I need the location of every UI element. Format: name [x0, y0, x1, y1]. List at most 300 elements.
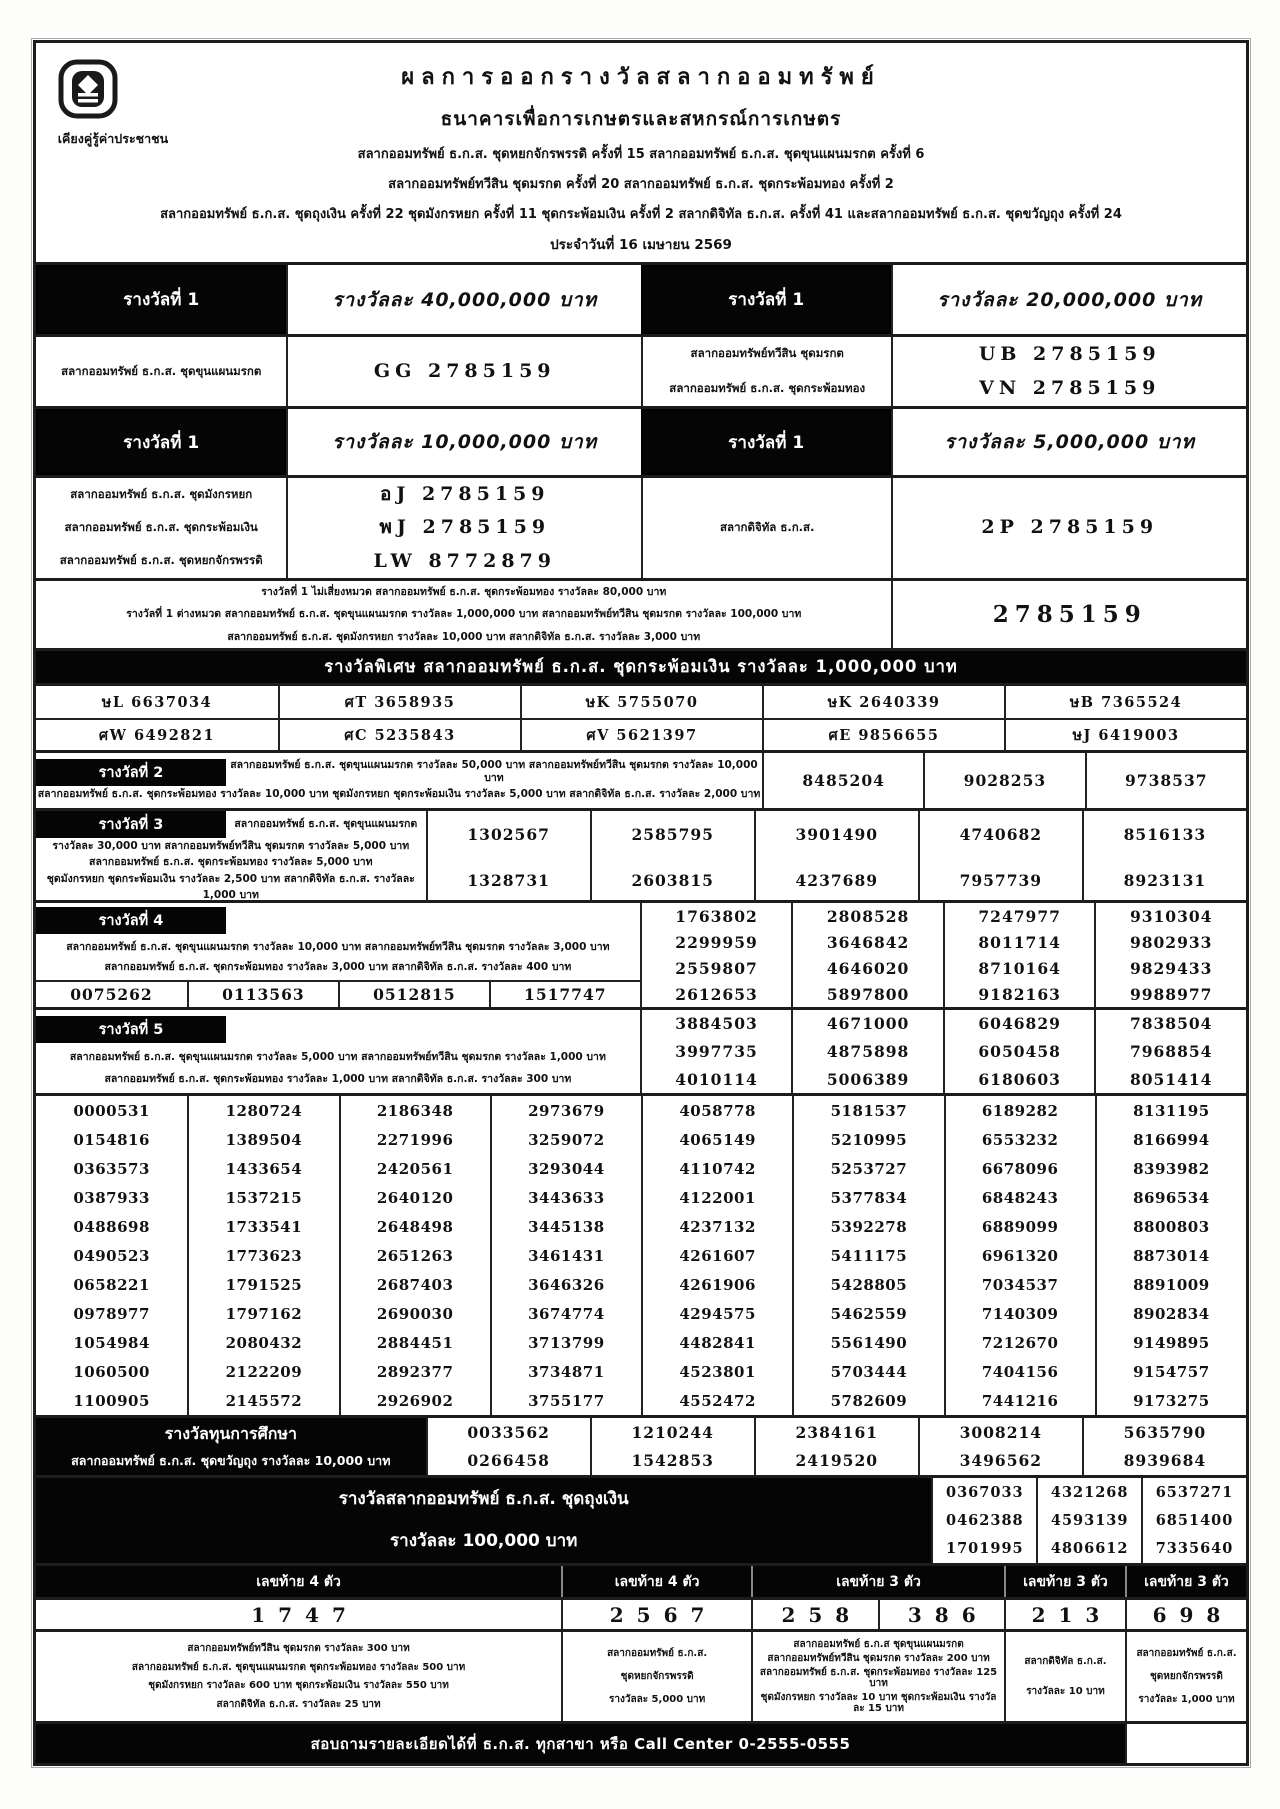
winning-number: 5462559	[792, 1299, 943, 1328]
winning-number: 2884451	[339, 1328, 490, 1357]
moneybag-number-col	[1141, 1478, 1246, 1563]
prize1-values-row-a	[36, 334, 1246, 406]
contact-info: สอบถามรายละเอียดได้ที่ ธ.ก.ส. ทุกสาขา หรือ Call Center 0-2555-0555	[36, 1724, 1125, 1763]
winning-number: 9173275	[1095, 1386, 1246, 1415]
prize1-notes	[36, 581, 891, 648]
winning-numbers	[286, 478, 641, 578]
prize1-product: สลากออมทรัพย์ ธ.ก.ส. ชุดขุนแผนมรกต	[61, 363, 262, 378]
desc-line: รางวัลละ 1,000 บาท	[1138, 1694, 1235, 1705]
prize1-product: สลากออมทรัพย์ ธ.ก.ส. ชุดกระพ้อมทอง	[669, 380, 866, 395]
winning-number: 8131195	[1095, 1096, 1246, 1125]
tuition-number-col	[918, 1418, 1082, 1475]
winning-number: 2808528	[826, 906, 910, 926]
tuition-number-col	[1082, 1418, 1246, 1475]
winning-number: 2892377	[339, 1357, 490, 1386]
winning-number: 0658221	[73, 1275, 150, 1294]
prize3-label: รางวัลที่ 3	[36, 811, 226, 838]
winning-number: 8710164	[978, 958, 1061, 978]
tail-number: 386	[878, 1600, 1004, 1629]
winning-number: 5782609	[792, 1386, 943, 1415]
winning-number: 2651263	[339, 1241, 490, 1270]
winning-number: 4321268	[1050, 1483, 1129, 1501]
draw-date: ประจำวันที่ 16 เมษายน 2569	[550, 237, 732, 253]
prize3-number-col	[1082, 811, 1246, 903]
tuition-number-col	[590, 1418, 754, 1475]
winning-number: 4058778	[641, 1096, 792, 1125]
prize2-label: รางวัลที่ 2	[36, 759, 226, 786]
winning-number: อJ 2785159	[379, 482, 550, 505]
tail-number: 2567	[561, 1600, 751, 1629]
tuition-number-col	[426, 1418, 590, 1475]
winning-number: 3293044	[490, 1154, 641, 1183]
prize1-label: รางวัลที่ 1	[36, 265, 286, 334]
winning-number: 1797162	[187, 1299, 338, 1328]
winning-number: 1302567	[467, 824, 550, 844]
winning-number: 5411175	[792, 1241, 943, 1270]
winning-number: 2585795	[631, 824, 714, 844]
winning-number: 8873014	[1095, 1241, 1246, 1270]
winning-number: 7968854	[1129, 1042, 1213, 1061]
winning-number: 8800803	[1095, 1212, 1246, 1241]
winning-number: 6046829	[978, 1014, 1061, 1034]
tail-desc	[1125, 1632, 1246, 1721]
prize1-product: สลากออมทรัพย์ ธ.ก.ส. ชุดมังกรหยก	[70, 486, 253, 501]
tail-header: เลขท้าย 3 ตัว	[751, 1566, 1004, 1597]
winning-number: 0113563	[187, 982, 338, 1007]
winning-number: 5181537	[792, 1096, 943, 1125]
winning-number: 2785159	[891, 581, 1246, 648]
special-prize-title: รางวัลพิเศษ สลากออมทรัพย์ ธ.ก.ส. ชุดกระพ้อมเงิน รางวัลละ 1,000,000 บาท	[36, 651, 1246, 683]
desc-line: สลากดิจิทัล ธ.ก.ส. รางวัลละ 25 บาท	[216, 1698, 381, 1710]
winning-number: 3755177	[490, 1386, 641, 1415]
winning-number: 3997735	[675, 1042, 758, 1061]
desc-line: ชุดมังกรหยก รางวัลละ 600 บาท ชุดกระพ้อมเงิน รางวัลละ 550 บาท	[148, 1680, 449, 1692]
winning-number: GG 2785159	[286, 337, 641, 406]
prize1-label: รางวัลที่ 1	[36, 409, 286, 475]
prize4-number-col	[943, 903, 1095, 1007]
winning-number: 4010114	[675, 1069, 758, 1089]
series-line-1: สลากออมทรัพย์ ธ.ก.ส. ชุดหยกจักรพรรดิ ครั้งที่ 15 สลากออมทรัพย์ ธ.ก.ส. ชุดขุนแผนมรกต ครั้งที่ 6	[357, 147, 925, 162]
winning-number: ศW 6492821	[36, 718, 278, 750]
winning-number: 8923131	[1123, 870, 1207, 890]
winning-number: 4646020	[826, 958, 910, 978]
prize5-desc	[36, 1010, 640, 1093]
winning-number: 1542853	[631, 1451, 714, 1471]
winning-number: 3445138	[490, 1212, 641, 1241]
moneybag-number-col	[1036, 1478, 1141, 1563]
winning-number: 9738537	[1085, 753, 1246, 808]
winning-number: 7404156	[944, 1357, 1095, 1386]
winning-number: LW 8772879	[373, 549, 557, 572]
winning-number: 4065149	[641, 1125, 792, 1154]
winning-number: 3259072	[490, 1125, 641, 1154]
prize3-desc-lines	[36, 838, 426, 903]
prize1-header-row-a	[36, 265, 1246, 334]
winning-number: 9802933	[1129, 932, 1213, 952]
desc-line: สลากออมทรัพย์ ธ.ก.ส.	[1136, 1648, 1237, 1659]
desc-line: ชุดมังกรหยก ชุดกระพ้อมเงิน รางวัลละ 2,500 บาท สลากดิจิทัล ธ.ก.ส. รางวัลละ 1,000 บาท	[46, 872, 415, 901]
prize3-number-col	[426, 811, 590, 903]
prize4-number-col	[791, 903, 943, 1007]
prize1-products	[36, 478, 286, 578]
winning-number: 8011714	[978, 932, 1061, 952]
prize2-desc-line: สลากออมทรัพย์ ธ.ก.ส. ชุดกระพ้อมทอง รางวัลละ 10,000 บาท ชุดมังกรหยก ชุดกระพ้อมเงิน รางวัลละ 5,000 บาท สลากดิจิทัล ธ.ก.ส. รางวัลละ 2,000 บาท	[37, 787, 761, 800]
winning-number: 2559807	[675, 958, 758, 978]
desc-line: รางวัลละ 5,000 บาท	[608, 1694, 706, 1705]
page-title: ผลการออกรางวัลสลากออมทรัพย์	[401, 65, 881, 90]
winning-number: VN 2785159	[979, 377, 1161, 400]
winning-number: 7247977	[978, 906, 1061, 926]
prize3-desc	[36, 811, 426, 903]
winning-number: 4806612	[1050, 1540, 1129, 1558]
note-line: รางวัลที่ 1 ต่างหมวด สลากออมทรัพย์ ธ.ก.ส. ชุดขุนแผนมรกต รางวัลละ 1,000,000 บาท สลากออมทรัพย์ทวีสิน ชุดมรกต รางวัลละ 100,000 บาท	[126, 608, 802, 621]
prize5-number-col	[640, 1010, 792, 1093]
winning-number: 1763802	[675, 906, 758, 926]
winning-number: ศC 5235843	[278, 718, 520, 750]
winning-number: 6678096	[944, 1154, 1095, 1183]
tail-digit-numbers	[36, 1597, 1246, 1629]
desc-line: สลากออมทรัพย์ทวีสิน ชุดมรกต รางวัลละ 300 บาท	[187, 1643, 410, 1655]
winning-number: 2080432	[187, 1328, 338, 1357]
prize5-band	[36, 1007, 1246, 1093]
prize5-label: รางวัลที่ 5	[36, 1016, 226, 1043]
bank-name: ธนาคารเพื่อการเกษตรและสหกรณ์การเกษตร	[440, 108, 842, 130]
prize3-band	[36, 808, 1246, 900]
winning-number: 2299959	[675, 932, 758, 952]
winning-number: 7957739	[959, 870, 1043, 890]
prize4-desc-line: สลากออมทรัพย์ ธ.ก.ส. ชุดกระพ้อมทอง รางวัลละ 3,000 บาท สลากดิจิทัล ธ.ก.ส. รางวัลละ 400 บาท	[104, 961, 572, 974]
prize2-desc-line: สลากออมทรัพย์ ธ.ก.ส. ชุดขุนแผนมรกต รางวัลละ 50,000 บาท สลากออมทรัพย์ทวีสิน ชุดมรกต รางวัลละ 10,000 บาท	[230, 759, 758, 785]
winning-number: UB 2785159	[978, 342, 1161, 365]
tail-desc	[751, 1632, 1004, 1721]
winning-number: ษB 7365524	[1004, 686, 1246, 718]
winning-number: 9829433	[1129, 958, 1213, 978]
winning-number: 4523801	[641, 1357, 792, 1386]
winning-number: 5006389	[826, 1069, 910, 1089]
winning-number: 0266458	[467, 1451, 550, 1471]
footer-band	[36, 1721, 1246, 1763]
winning-number: 4294575	[641, 1299, 792, 1328]
winning-number: 8166994	[1095, 1125, 1246, 1154]
prize1-amount-20m: รางวัลละ 20,000,000 บาท	[891, 265, 1246, 334]
winning-number: 3901490	[795, 824, 879, 844]
winning-number: 1060500	[73, 1362, 150, 1381]
winning-number: 0075262	[70, 985, 153, 1004]
prize4-label: รางวัลที่ 4	[36, 907, 226, 934]
winning-number: ษK 2640339	[762, 686, 1004, 718]
prize1-label: รางวัลที่ 1	[641, 265, 891, 334]
note-line: สลากออมทรัพย์ ธ.ก.ส. ชุดมังกรหยก รางวัลละ 10,000 บาท สลากดิจิทัล ธ.ก.ส. รางวัลละ 3,000 บาท	[227, 630, 701, 643]
winning-number: 4122001	[641, 1183, 792, 1212]
winning-number: 6848243	[944, 1183, 1095, 1212]
winning-number: 9988977	[1129, 984, 1213, 1004]
winning-number: 3461431	[490, 1241, 641, 1270]
tail-desc	[561, 1632, 751, 1721]
moneybag-label-line: รางวัลสลากออมทรัพย์ ธ.ก.ส. ชุดถุงเงิน	[338, 1488, 629, 1509]
winning-number: 5897800	[826, 984, 910, 1004]
desc-line: ชุดมังกรหยก รางวัลละ 10 บาท ชุดกระพ้อมเงิน รางวัลละ 15 บาท	[760, 1692, 997, 1714]
winning-number: 1733541	[187, 1212, 338, 1241]
winning-number: 5377834	[792, 1183, 943, 1212]
tail-desc	[36, 1632, 561, 1721]
winning-number: 5635790	[1123, 1422, 1207, 1442]
winning-number: 3884503	[675, 1014, 758, 1034]
winning-number: 1210244	[631, 1422, 714, 1442]
prize5-desc-line: สลากออมทรัพย์ ธ.ก.ส. ชุดขุนแผนมรกต รางวัลละ 5,000 บาท สลากออมทรัพย์ทวีสิน ชุดมรกต รางวัลละ 1,000 บาท	[69, 1050, 606, 1063]
winning-number: 2640120	[339, 1183, 490, 1212]
prize1-products	[641, 337, 891, 406]
special-prize-grid	[36, 683, 1246, 750]
tail-number: 258	[751, 1600, 877, 1629]
tail-header: เลขท้าย 3 ตัว	[1004, 1566, 1125, 1597]
moneybag-label-line: รางวัลละ 100,000 บาท	[390, 1531, 578, 1552]
winning-number: 8696534	[1095, 1183, 1246, 1212]
desc-line: ชุดหยกจักรพรรดิ	[1150, 1671, 1223, 1682]
winning-number: 2P 2785159	[891, 478, 1246, 578]
winning-number: 4110742	[641, 1154, 792, 1183]
desc-line: รางวัลละ 30,000 บาท สลากออมทรัพย์ทวีสิน ชุดมรกต รางวัลละ 5,000 บาท	[52, 840, 410, 852]
winning-number: 6553232	[944, 1125, 1095, 1154]
winning-number: 3646326	[490, 1270, 641, 1299]
prize1-product: สลากออมทรัพย์ทวีสิน ชุดมรกต	[690, 346, 844, 361]
winning-number: 3496562	[959, 1451, 1043, 1471]
winning-number: 0000531	[73, 1101, 150, 1120]
winning-number: 7140309	[944, 1299, 1095, 1328]
winning-number: 7335640	[1155, 1540, 1234, 1558]
winning-number: 5210995	[792, 1125, 943, 1154]
prize1-amount-5m: รางวัลละ 5,000,000 บาท	[891, 409, 1246, 475]
winning-number: 8051414	[1129, 1069, 1213, 1089]
desc-line: สลากออมทรัพย์ ธ.ก.ส. ชุดกระพ้อมทอง รางวัลละ 125 บาท	[759, 1667, 998, 1689]
winning-number: 2973679	[490, 1096, 641, 1125]
winning-number: 8393982	[1095, 1154, 1246, 1183]
winning-number: 2648498	[339, 1212, 490, 1241]
winning-number: 4261906	[641, 1270, 792, 1299]
prize5-number-col	[943, 1010, 1095, 1093]
results-sheet	[33, 40, 1249, 1766]
tail-number: 213	[1004, 1600, 1125, 1629]
header	[36, 43, 1246, 265]
prize4-number-col	[640, 903, 792, 1007]
winning-number: 4671000	[826, 1014, 910, 1034]
tail-digit-descs	[36, 1629, 1246, 1721]
prize3-number-col	[918, 811, 1082, 903]
winning-number: 0154816	[73, 1130, 150, 1149]
tuition-prize-label	[36, 1418, 426, 1475]
winning-number: 2145572	[187, 1386, 338, 1415]
winning-number: 0462388	[946, 1511, 1024, 1529]
tail-number: 1747	[251, 1602, 359, 1627]
winning-number: 6889099	[944, 1212, 1095, 1241]
prize1-amount-40m: รางวัลละ 40,000,000 บาท	[286, 265, 641, 334]
prize2-band	[36, 750, 1246, 808]
winning-number: 4261607	[641, 1241, 792, 1270]
winning-number: 4552472	[641, 1386, 792, 1415]
winning-number: 0387933	[73, 1188, 150, 1207]
moneybag-number-col	[931, 1478, 1036, 1563]
winning-number: 3443633	[490, 1183, 641, 1212]
winning-number: 2612653	[675, 984, 758, 1004]
winning-number: 0363573	[73, 1159, 150, 1178]
prize1-product: สลากออมทรัพย์ ธ.ก.ส. ชุดกระพ้อมเงิน	[64, 520, 258, 535]
winning-number: 5392278	[792, 1212, 943, 1241]
winning-number: 0512815	[338, 982, 489, 1007]
winning-number: 2603815	[631, 870, 714, 890]
winning-number: 0033562	[467, 1422, 550, 1442]
winning-number: 6189282	[944, 1096, 1095, 1125]
desc-line: สลากดิจิทัล ธ.ก.ส.	[1024, 1655, 1107, 1667]
prize4-left-numbers	[36, 980, 640, 1007]
winning-number: 3008214	[959, 1422, 1043, 1442]
winning-number: 6961320	[944, 1241, 1095, 1270]
prize5-desc-line: สลากออมทรัพย์ ธ.ก.ส. ชุดกระพ้อมทอง รางวัลละ 1,000 บาท สลากดิจิทัล ธ.ก.ส. รางวัลละ 300 บาท	[104, 1072, 572, 1085]
prize1-note-row	[36, 578, 1246, 648]
tail-header: เลขท้าย 3 ตัว	[1125, 1566, 1246, 1597]
desc-line: สลากออมทรัพย์ ธ.ก.ส. ชุดขุนแผนมรกต ชุดกระพ้อมทอง รางวัลละ 500 บาท	[131, 1661, 466, 1673]
winning-number: 1701995	[946, 1540, 1024, 1558]
tuition-label-line: สลากออมทรัพย์ ธ.ก.ส. ชุดขวัญถุง รางวัลละ 10,000 บาท	[71, 1453, 391, 1468]
winning-number: 1791525	[187, 1270, 338, 1299]
prize1-values-row-b	[36, 475, 1246, 578]
winning-number: 9149895	[1095, 1328, 1246, 1357]
winning-number: 7441216	[944, 1386, 1095, 1415]
winning-number: 5703444	[792, 1357, 943, 1386]
winning-number: 5428805	[792, 1270, 943, 1299]
series-line-3: สลากออมทรัพย์ ธ.ก.ส. ชุดถุงเงิน ครั้งที่ 22 ชุดมังกรหยก ครั้งที่ 11 ชุดกระพ้อมเงิน ครั้งที่ 2 สลากดิจิทัล ธ.ก.ส. ครั้งที่ 41 และสลากออมทรัพย์ ธ.ก.ส. ชุดขวัญถุง ครั้งที่ 24	[160, 207, 1122, 222]
winning-number: 6537271	[1155, 1483, 1234, 1501]
tuition-number-col	[754, 1418, 918, 1475]
winning-number: 2186348	[339, 1096, 490, 1125]
tuition-label-line: รางวัลทุนการศึกษา	[164, 1424, 297, 1443]
prize5-number-col	[1094, 1010, 1246, 1093]
prize3-number-col	[590, 811, 754, 903]
moneybag-prize-label	[36, 1478, 931, 1563]
winning-number: 4237132	[641, 1212, 792, 1241]
desc-line: ชุดหยกจักรพรรดิ	[620, 1671, 694, 1682]
winning-number: 1389504	[187, 1125, 338, 1154]
bank-tagline: เคียงคู่รู้ค่าประชาชน	[57, 131, 169, 146]
winning-number: ศE 9856655	[762, 718, 1004, 750]
footer-blank-cell	[1125, 1724, 1246, 1763]
baac-logo	[58, 59, 118, 119]
tail-desc	[1004, 1632, 1125, 1721]
winning-number: 0367033	[946, 1483, 1024, 1501]
winning-number: 6180603	[978, 1069, 1061, 1089]
winning-numbers	[891, 337, 1246, 406]
tail-digit-headers	[36, 1563, 1246, 1597]
prize1-product: สลากดิจิทัล ธ.ก.ส.	[641, 478, 891, 578]
winning-number: 4875898	[826, 1042, 910, 1061]
winning-number: 4740682	[959, 824, 1043, 844]
winning-number: 2122209	[187, 1357, 338, 1386]
winning-number: 8516133	[1123, 824, 1207, 844]
tail-header: เลขท้าย 4 ตัว	[36, 1566, 561, 1597]
prize4-number-col	[1094, 903, 1246, 1007]
winning-number: 8939684	[1123, 1451, 1207, 1471]
prize5-number-grid	[36, 1093, 1246, 1415]
winning-number: 1517747	[489, 982, 640, 1007]
tail-header: เลขท้าย 4 ตัว	[561, 1566, 751, 1597]
winning-number: ษJ 6419003	[1004, 718, 1246, 750]
winning-number: 2690030	[339, 1299, 490, 1328]
winning-number: 7838504	[1129, 1014, 1213, 1034]
series-line-2: สลากออมทรัพย์ทวีสิน ชุดมรกต ครั้งที่ 20 สลากออมทรัพย์ ธ.ก.ส. ชุดกระพ้อมทอง ครั้งที่ 2	[388, 177, 894, 192]
winning-number: 1773623	[187, 1241, 338, 1270]
winning-number: พJ 2785159	[379, 516, 551, 539]
desc-line: สลากออมทรัพย์ทวีสิน ชุดมรกต รางวัลละ 200 บาท	[767, 1653, 990, 1664]
winning-number: 4593139	[1050, 1511, 1129, 1529]
desc-line: สลากออมทรัพย์ ธ.ก.ส.	[607, 1648, 708, 1659]
winning-number: 1433654	[187, 1154, 338, 1183]
winning-number: 5253727	[792, 1154, 943, 1183]
winning-number: 3713799	[490, 1328, 641, 1357]
prize5-number-col	[791, 1010, 943, 1093]
desc-line: สลากออมทรัพย์ ธ.ก.ส ชุดขุนแผนมรกต	[793, 1639, 964, 1650]
prize1-header-row-b	[36, 406, 1246, 475]
winning-number: 1537215	[187, 1183, 338, 1212]
winning-number: 8902834	[1095, 1299, 1246, 1328]
winning-number: 4482841	[641, 1328, 792, 1357]
winning-number: 3646842	[826, 932, 910, 952]
desc-line: รางวัลละ 10 บาท	[1026, 1686, 1105, 1698]
prize3-desc-line: สลากออมทรัพย์ ธ.ก.ส. ชุดขุนแผนมรกต	[234, 817, 418, 830]
winning-number: 2926902	[339, 1386, 490, 1415]
winning-number: ษK 5755070	[520, 686, 762, 718]
winning-number: ศV 5621397	[520, 718, 762, 750]
winning-number: ศT 3658935	[278, 686, 520, 718]
winning-number: 7212670	[944, 1328, 1095, 1357]
winning-number: 9154757	[1095, 1357, 1246, 1386]
winning-number: 2420561	[339, 1154, 490, 1183]
moneybag-prize-band	[36, 1475, 1246, 1563]
winning-number: 8891009	[1095, 1270, 1246, 1299]
winning-number: 0490523	[73, 1246, 150, 1265]
winning-number: 4237689	[795, 870, 879, 890]
note-line: รางวัลที่ 1 ไม่เสี่ยงหมวด สลากออมทรัพย์ ธ.ก.ส. ชุดกระพ้อมทอง รางวัลละ 80,000 บาท	[261, 585, 667, 598]
winning-number: 2419520	[795, 1451, 879, 1471]
winning-number: 6050458	[978, 1042, 1061, 1061]
winning-number: 1328731	[467, 870, 550, 890]
tuition-prize-band	[36, 1415, 1246, 1475]
winning-number: 1280724	[187, 1096, 338, 1125]
prize3-number-col	[754, 811, 918, 903]
winning-number: 6851400	[1155, 1511, 1234, 1529]
winning-number: 7034537	[944, 1270, 1095, 1299]
winning-number: 9310304	[1129, 906, 1213, 926]
winning-number: 0488698	[73, 1217, 150, 1236]
prize4-desc-line: สลากออมทรัพย์ ธ.ก.ส. ชุดขุนแผนมรกต รางวัลละ 10,000 บาท สลากออมทรัพย์ทวีสิน ชุดมรกต รางวัลละ 3,000 บาท	[66, 940, 610, 953]
prize2-desc	[36, 753, 762, 808]
winning-number: 9028253	[923, 753, 1084, 808]
prize1-label: รางวัลที่ 1	[641, 409, 891, 475]
prize1-product: สลากออมทรัพย์ ธ.ก.ส. ชุดหยกจักรพรรดิ	[59, 553, 263, 568]
desc-line: สลากออมทรัพย์ ธ.ก.ส. ชุดกระพ้อมทอง รางวัลละ 5,000 บาท	[89, 856, 373, 869]
winning-number: 5561490	[792, 1328, 943, 1357]
winning-number: 1054984	[73, 1333, 150, 1352]
special-prize-banner	[36, 648, 1246, 683]
winning-number: 3674774	[490, 1299, 641, 1328]
winning-number: 8485204	[762, 753, 923, 808]
winning-number: 0978977	[73, 1304, 150, 1323]
winning-number: 9182163	[978, 984, 1061, 1004]
winning-number: 2687403	[339, 1270, 490, 1299]
prize1-amount-10m: รางวัลละ 10,000,000 บาท	[286, 409, 641, 475]
winning-number: ษL 6637034	[101, 693, 213, 711]
winning-number: 3734871	[490, 1357, 641, 1386]
winning-number: 2384161	[795, 1422, 879, 1442]
prize4-desc	[36, 903, 640, 980]
winning-number: 2271996	[339, 1125, 490, 1154]
